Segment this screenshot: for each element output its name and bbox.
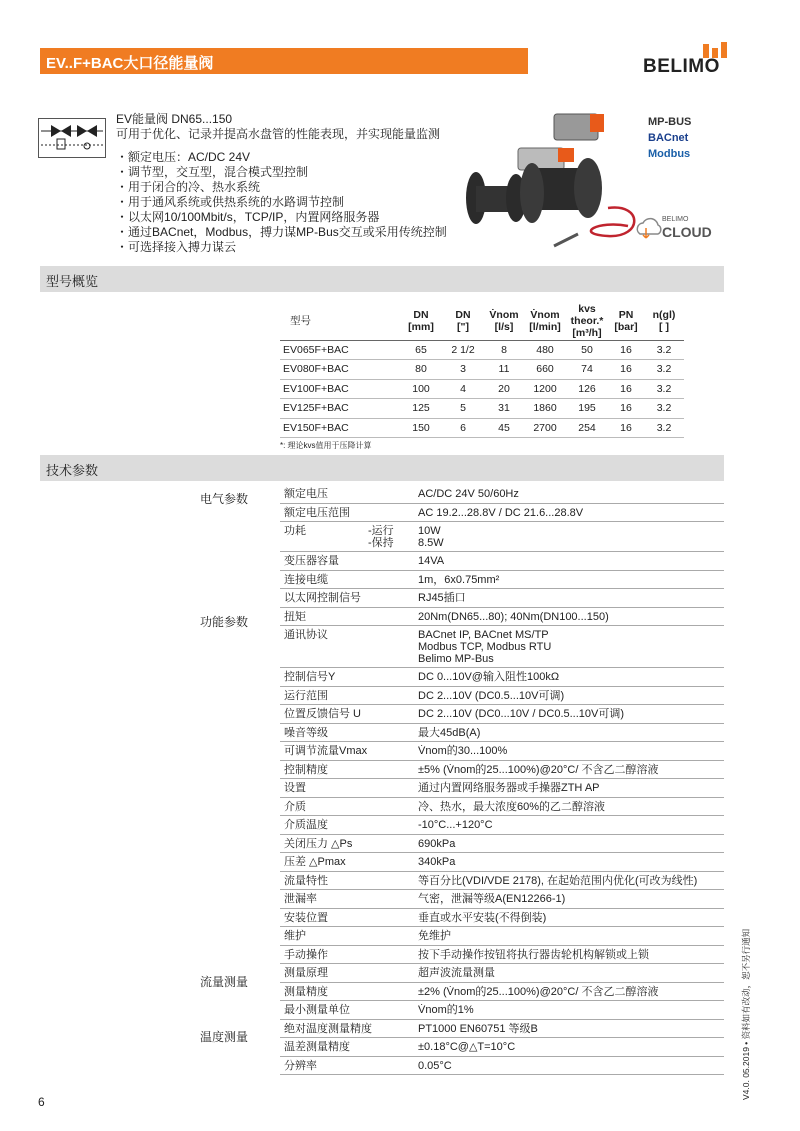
param-value: BACnet IP, BACnet MS/TP — [418, 629, 549, 641]
param-row — [280, 983, 724, 1002]
param-value: DC 2...10V (DC0.5...10V可调) — [418, 689, 565, 702]
param-value: 免维护 — [418, 930, 451, 942]
table-cell: 4 — [442, 379, 484, 399]
cloud-label: CLOUD — [662, 224, 712, 240]
feature-item: ・ 通过BACnet，Modbus，搏力谋MP-Bus交互或采用传统控制 — [116, 225, 447, 240]
table-cell: EV150F+BAC — [280, 418, 400, 438]
param-key: 额定电压范围 — [284, 506, 350, 519]
feature-item: ・ 额定电压：AC/DC 24V — [116, 150, 447, 165]
feature-list — [116, 150, 447, 255]
param-key: 安装位置 — [284, 911, 328, 924]
bacnet-logo: BACnet — [648, 132, 689, 144]
param-row — [280, 742, 724, 761]
table-cell: 150 — [400, 418, 442, 438]
param-value: 按下手动操作按钮将执行器齿轮机构解锁或上锁 — [418, 948, 649, 961]
param-key: 分辨率 — [284, 1059, 317, 1072]
param-value: 8.5W — [418, 537, 444, 549]
param-key: 可调节流量Vmax — [284, 745, 368, 757]
feature-item: ・ 调节型，交互型，混合模式型控制 — [116, 165, 447, 180]
page-number: 6 — [38, 1095, 45, 1109]
param-key: 功耗 — [284, 525, 306, 537]
table-cell: 3.2 — [644, 418, 684, 438]
param-row — [280, 608, 724, 627]
param-value: Belimo MP-Bus — [418, 653, 494, 665]
param-key: 噪音等级 — [284, 726, 328, 739]
table-cell: 480 — [524, 340, 566, 360]
param-value: PT1000 EN60751 等级B — [418, 1022, 538, 1035]
param-key: 压差 △Pmax — [284, 856, 346, 868]
group-electrical: 电气参数 — [200, 492, 249, 506]
group-flow: 流量测量 — [200, 975, 249, 989]
param-row — [280, 964, 724, 983]
param-key: 控制精度 — [284, 763, 328, 776]
table-cell: 660 — [524, 360, 566, 380]
param-row — [280, 485, 724, 504]
table-cell: 1860 — [524, 399, 566, 419]
param-row — [280, 946, 724, 965]
group-temperature: 温度测量 — [200, 1030, 249, 1044]
col-header: DN ["] — [442, 302, 484, 340]
param-row — [280, 504, 724, 523]
table-cell: 31 — [484, 399, 524, 419]
brand-name: BELIMO — [643, 56, 720, 77]
table-cell: 16 — [608, 379, 644, 399]
param-value: V̇nom的1% — [418, 1004, 474, 1016]
param-value: ±5% (V̇nom的25...100%)@20°C/ 不含乙二醇溶液 — [418, 763, 659, 776]
param-key: 温差测量精度 — [284, 1041, 350, 1053]
col-header: PN [bar] — [608, 302, 644, 340]
model-note: *: 理论kvs值用于压降计算 — [280, 441, 372, 450]
page-title: EV..F+BAC大口径能量阀 — [46, 55, 214, 72]
param-value: Modbus TCP, Modbus RTU — [418, 641, 552, 653]
intro-line-1: EV能量阀 DN65...150 — [116, 112, 233, 126]
table-cell: 254 — [566, 418, 608, 438]
table-cell: 2700 — [524, 418, 566, 438]
table-cell: 8 — [484, 340, 524, 360]
param-row — [280, 872, 724, 891]
param-key: 以太网控制信号 — [284, 592, 361, 604]
table-cell: 20 — [484, 379, 524, 399]
param-key: 维护 — [284, 930, 306, 942]
group-functional: 功能参数 — [200, 615, 249, 629]
table-cell: 16 — [608, 399, 644, 419]
belimo-logo — [643, 40, 731, 80]
section-tech — [40, 455, 724, 481]
table-cell: 74 — [566, 360, 608, 380]
modbus-logo: Modbus — [648, 148, 691, 160]
param-key: 位置反馈信号 U — [284, 708, 361, 720]
table-cell: 65 — [400, 340, 442, 360]
param-row — [280, 1057, 724, 1076]
model-table — [280, 302, 684, 438]
table-cell: 6 — [442, 418, 484, 438]
param-key: 手动操作 — [284, 948, 328, 961]
col-header: V̇nom [l/s] — [484, 302, 524, 340]
intro — [116, 112, 440, 142]
table-cell: 80 — [400, 360, 442, 380]
table-cell: 100 — [400, 379, 442, 399]
table-cell: 3.2 — [644, 399, 684, 419]
param-value: 垂直或水平安装(不得倒装) — [418, 911, 547, 924]
cloud-brand: BELIMO — [662, 216, 689, 223]
param-key: 流量特性 — [284, 874, 328, 887]
param-row — [280, 779, 724, 798]
param-value: AC 19.2...28.8V / DC 21.6...28.8V — [418, 506, 584, 519]
section-models-title: 型号概览 — [46, 274, 99, 289]
table-cell: 125 — [400, 399, 442, 419]
param-row — [280, 724, 724, 743]
param-key: 测量原理 — [284, 967, 328, 979]
param-key: 泄漏率 — [284, 893, 317, 905]
param-value: 气密，泄漏等级A(EN12266-1) — [418, 893, 566, 905]
table-row — [280, 340, 684, 360]
param-value: 0.05°C — [418, 1059, 452, 1072]
param-value: 最大45dB(A) — [418, 726, 481, 739]
version-note: V4.0. 05.2019 • 资料如有改动，恕不另行通知 — [741, 928, 751, 1100]
param-value: RJ45插口 — [418, 592, 466, 604]
param-value: 340kPa — [418, 856, 456, 868]
param-key: 关闭压力 △Ps — [284, 837, 353, 850]
param-key: 扭矩 — [284, 610, 306, 623]
feature-item: ・ 用于通风系统或供热系统的水路调节控制 — [116, 195, 447, 210]
param-subkey: -保持 — [368, 537, 394, 549]
param-key: 运行范围 — [284, 689, 328, 702]
param-key: 介质温度 — [284, 819, 328, 831]
param-key: 通讯协议 — [284, 629, 328, 641]
param-value: 通过内置网络服务器或手操器ZTH AP — [418, 782, 600, 794]
feature-item: ・ 用于闭合的冷、热水系统 — [116, 180, 447, 195]
table-row — [280, 360, 684, 380]
table-cell: 3.2 — [644, 360, 684, 380]
table-cell: 16 — [608, 360, 644, 380]
param-value: 1m，6x0.75mm² — [418, 573, 500, 586]
param-row — [280, 890, 724, 909]
valve-symbol-icon — [38, 118, 106, 158]
feature-item: ・ 可选择接入搏力谋云 — [116, 240, 447, 255]
param-row — [280, 1001, 724, 1020]
feature-item: ・ 以太网10/100Mbit/s，TCP/IP，内置网络服务器 — [116, 210, 447, 225]
param-row — [280, 909, 724, 928]
param-key: 测量精度 — [284, 985, 328, 998]
model-table-header — [280, 302, 684, 340]
param-value: ±0.18°C@△T=10°C — [418, 1041, 516, 1053]
param-row — [280, 761, 724, 780]
param-row — [280, 668, 724, 687]
param-key: 设置 — [284, 782, 306, 794]
param-value: 690kPa — [418, 837, 456, 850]
param-row — [280, 705, 724, 724]
cloud-icon — [634, 214, 664, 244]
param-row — [280, 571, 724, 590]
table-cell: 126 — [566, 379, 608, 399]
param-value: AC/DC 24V 50/60Hz — [418, 488, 519, 500]
table-row — [280, 418, 684, 438]
table-cell: 16 — [608, 340, 644, 360]
table-cell: 195 — [566, 399, 608, 419]
table-cell: 5 — [442, 399, 484, 419]
table-cell: 45 — [484, 418, 524, 438]
param-value: -10°C...+120°C — [418, 819, 493, 831]
col-header: 型号 — [280, 302, 400, 340]
intro-line-2: 可用于优化、记录并提高水盘管的性能表现，并实现能量监测 — [116, 127, 441, 141]
param-row — [280, 835, 724, 854]
table-cell: EV080F+BAC — [280, 360, 400, 380]
tech-params-table — [280, 485, 724, 1075]
param-row — [280, 626, 724, 668]
param-row — [280, 687, 724, 706]
param-row — [280, 552, 724, 571]
param-row — [280, 853, 724, 872]
table-cell: EV100F+BAC — [280, 379, 400, 399]
param-row — [280, 1038, 724, 1057]
param-key: 最小测量单位 — [284, 1004, 350, 1016]
table-cell: 2 1/2 — [442, 340, 484, 360]
table-row — [280, 379, 684, 399]
param-row — [280, 522, 724, 552]
table-cell: EV125F+BAC — [280, 399, 400, 419]
energy-valve-product-image — [458, 108, 643, 253]
table-cell: 50 — [566, 340, 608, 360]
param-subkey: -运行 — [368, 525, 394, 537]
table-cell: 16 — [608, 418, 644, 438]
param-row — [280, 1020, 724, 1039]
protocol-logos — [648, 116, 728, 164]
param-key: 额定电压 — [284, 488, 328, 500]
param-row — [280, 589, 724, 608]
param-value: DC 0...10V@输入阻性100kΩ — [418, 671, 560, 683]
param-key: 介质 — [284, 800, 306, 813]
param-value: V̇nom的30...100% — [418, 745, 508, 757]
param-value: 超声波流量测量 — [418, 967, 495, 979]
table-cell: 11 — [484, 360, 524, 380]
param-value: ±2% (V̇nom的25...100%)@20°C/ 不含乙二醇溶液 — [418, 985, 659, 998]
col-header: DN [mm] — [400, 302, 442, 340]
col-header: V̇nom [l/min] — [524, 302, 566, 340]
table-cell: 3.2 — [644, 379, 684, 399]
col-header: n(gl) [ ] — [644, 302, 684, 340]
param-value: 等百分比(VDI/VDE 2178), 在起始范围内优化(可改为线性) — [418, 874, 698, 887]
param-key: 变压器容量 — [284, 555, 339, 567]
mpbus-logo: MP-BUS — [648, 116, 692, 128]
table-cell: EV065F+BAC — [280, 340, 400, 360]
belimo-cloud-logo — [634, 214, 724, 244]
param-value: 10W — [418, 525, 441, 537]
param-value: 20Nm(DN65...80); 40Nm(DN100...150) — [418, 610, 609, 623]
param-key: 连接电缆 — [284, 573, 328, 586]
param-row — [280, 927, 724, 946]
param-key: 绝对温度测量精度 — [284, 1022, 372, 1035]
param-row — [280, 816, 724, 835]
section-models — [40, 266, 724, 292]
table-row — [280, 399, 684, 419]
title-bar — [40, 48, 528, 74]
col-header: kvs theor.* [m³/h] — [566, 302, 608, 340]
param-key: 控制信号Y — [284, 671, 336, 683]
param-row — [280, 798, 724, 817]
param-value: 14VA — [418, 555, 445, 567]
table-cell: 3.2 — [644, 340, 684, 360]
param-value: DC 2...10V (DC0...10V / DC0.5...10V可调) — [418, 708, 625, 720]
param-value: 冷、热水，最大浓度60%的乙二醇溶液 — [418, 800, 606, 813]
section-tech-title: 技术参数 — [46, 463, 99, 478]
table-cell: 1200 — [524, 379, 566, 399]
table-cell: 3 — [442, 360, 484, 380]
